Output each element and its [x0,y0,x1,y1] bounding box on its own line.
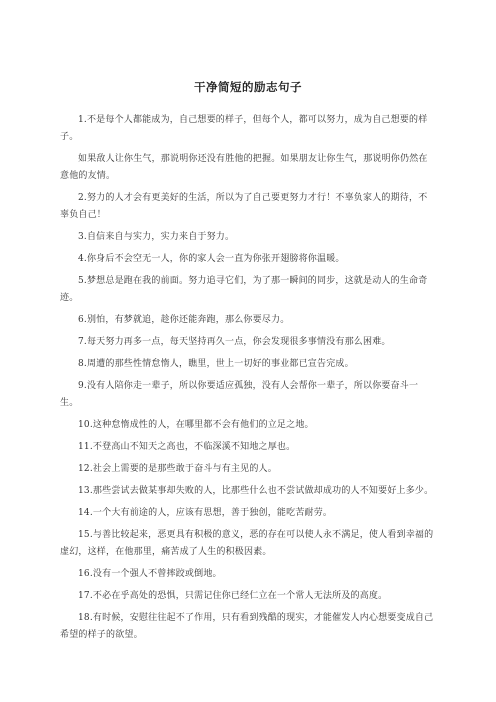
paragraph-11: 11.不登高山不知天之高也，不临深溪不知地之厚也。 [78,442,296,452]
paragraph-9: 9.没有人陪你走一辈子，所以你要适应孤独，没有人会帮你一辈子，所以你要奋斗一生。 [60,381,419,408]
paragraph-7: 7.每天努力再多一点，每天坚持再久一点，你会发现很多事情没有那么困难。 [78,337,391,347]
paragraph-1-note: 如果敌人让你生气，那说明你还没有胜他的把握。如果朋友让你生气，那说明你仍然在意他的友情。 [60,154,428,181]
paragraph-5: 5.梦想总是跑在我的前面。努力追寻它们，为了那一瞬间的同步，这就是动人的生命奇迹。 [60,276,428,303]
paragraph-6: 6.别怕，有梦就追，趁你还能奔跑，那么你要尽力。 [78,315,290,325]
paragraph-4: 4.你身后不会空无一人，你的家人会一直为你张开翅膀将你温暖。 [78,254,345,264]
paragraph-10: 10.这种怠惰成性的人，在哪里都不会有他们的立足之地。 [78,420,314,430]
paragraph-8: 8.周遭的那些性情怠惰人，瞧里，世上一切好的事业都已宣告完成。 [78,359,354,369]
paragraph-13: 13.那些尝试去做某事却失败的人，比那些什么也不尝试做却成功的人不知要好上多少。 [78,486,434,496]
paragraph-15: 15.与善比较起来，恶更具有积极的意义，恶的存在可以使人永不满足，使人看到幸福的虚幻，这样，在他那里，痛苦成了人生的积极因素。 [60,530,434,557]
paragraph-14: 14.一个大有前途的人，应该有思想，善于独创，能吃苦耐劳。 [78,508,333,518]
paragraph-3: 3.自信来自与实力，实力来自于努力。 [78,232,235,242]
document-title: 干净简短的励志句子 [194,80,302,94]
document-body [60,112,436,649]
paragraph-1: 1.不是每个人都能成为，自己想要的样子，但每个人，都可以努力，成为自己想要的样子。 [60,115,428,142]
paragraph-12: 12.社会上需要的是那些敢于奋斗与有主见的人。 [78,464,277,474]
paragraph-16: 16.没有一个强人不曾摔跤或倒地。 [78,569,222,579]
paragraph-2: 2.努力的人才会有更美好的生活，所以为了自己要更努力才行！不辜负家人的期待，不辜负自己！ [60,193,428,220]
paragraph-18: 18.有时候，安慰往往起不了作用，只有看到残酷的现实，才能催发人内心想要变成自己希望的样子的欲望。 [60,613,434,640]
paragraph-17: 17.不必在乎高处的恐惧，只需记住你已经仁立在一个常人无法所及的高度。 [78,591,388,601]
